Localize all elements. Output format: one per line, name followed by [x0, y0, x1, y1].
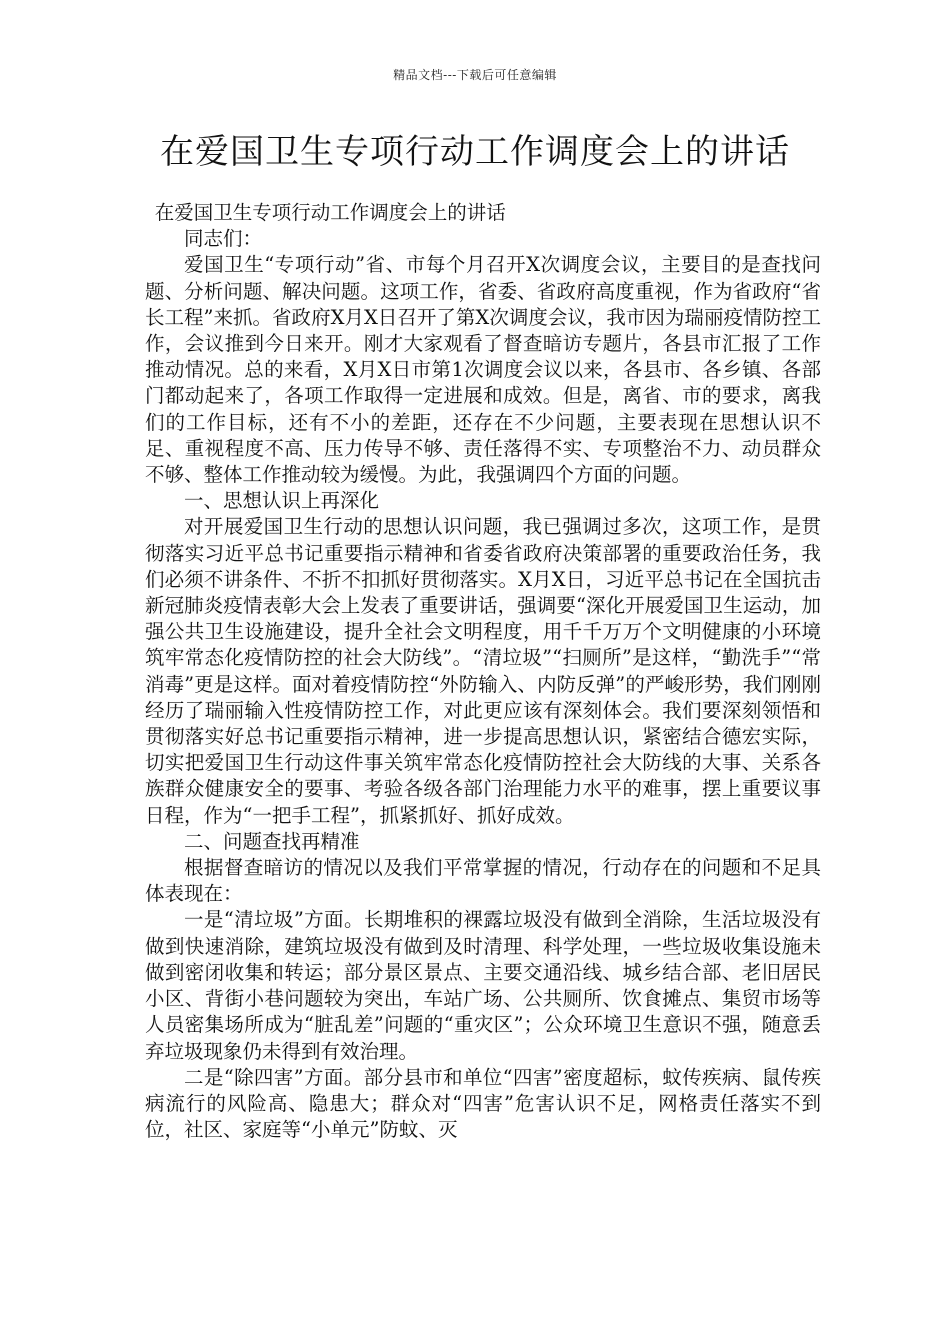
body-paragraph: 爱国卫生“专项行动”省、市每个月召开X次调度会议，主要目的是查找问题、分析问题、解决问题。这项工作，省委、省政府高度重视，作为省政府“省长工程”来抓。省政府X月X日召开了第X次调度会议，我市因为瑞丽疫情防控工作，会议推到今日来开。刚才大家观看了督查暗访专题片，各县市汇报了工作推动情况。总的来看，X月X日市第1次调度会议以来，各县市、各乡镇、各部门都动起来了，各项工作取得一定进展和成效。但是，离省、市的要求，离我们的工作目标，还有不小的差距，还存在不少问题，主要表现在思想认识不足、重视程度不高、压力传导不够、责任落得不实、专项整治不力、动员群众不够、整体工作推动较为缓慢。为此，我强调四个方面的问题。 — [145, 253, 821, 487]
body-paragraph: 二是“除四害”方面。部分县市和单位“四害”密度超标，蚊传疾病、鼠传疾病流行的风险高、隐患大；群众对“四害”危害认识不足，网格责任落实不到位，社区、家庭等“小单元”防蚊、灭 — [145, 1065, 821, 1142]
body-paragraph: 根据督查暗访的情况以及我们平常掌握的情况，行动存在的问题和不足具体表现在： — [145, 856, 821, 906]
salutation-paragraph: 同志们： — [184, 227, 263, 251]
section-heading: 一、思想认识上再深化 — [184, 489, 380, 513]
subtitle-paragraph: 在爱国卫生专项行动工作调度会上的讲话 — [154, 201, 506, 224]
header-note: 精品文档---下载后可任意编辑 — [393, 68, 557, 82]
page-title: 在爱国卫生专项行动工作调度会上的讲话 — [160, 132, 790, 172]
document-body — [145, 200, 821, 1143]
body-paragraph: 一是“清垃圾”方面。长期堆积的裸露垃圾没有做到全消除，生活垃圾没有做到快速消除，建筑垃圾没有做到及时清理、科学处理，一些垃圾收集设施未做到密闭收集和转运；部分景区景点、主要交通沿线、城乡结合部、老旧居民小区、背街小巷问题较为突出，车站广场、公共厕所、饮食摊点、集贸市场等人员密集场所成为“脏乱差”问题的“重灾区”；公众环境卫生意识不强，随意丢弃垃圾现象仍未得到有效治理。 — [145, 908, 821, 1063]
section-heading: 二、问题查找再精准 — [184, 829, 360, 853]
body-paragraph: 对开展爱国卫生行动的思想认识问题，我已强调过多次，这项工作，是贯彻落实习近平总书记重要指示精神和省委省政府决策部署的重要政治任务，我们必须不讲条件、不折不扣抓好贯彻落实。X月X日，习近平总书记在全国抗击新冠肺炎疫情表彰大会上发表了重要讲话，强调要“深化开展爱国卫生运动，加强公共卫生设施建设，提升全社会文明程度，用千千万万个文明健康的小环境筑牢常态化疫情防控的社会大防线”。“清垃圾”“扫厕所”是这样，“勤洗手”“常消毒”更是这样。面对着疫情防控“外防输入、内防反弹”的严峻形势，我们刚刚经历了瑞丽输入性疫情防控工作，对此更应该有深刻体会。我们要深刻领悟和贯彻落实好总书记重要指示精神，进一步提高思想认识，紧密结合德宏实际，切实把爱国卫生行动这件事关筑牢常态化疫情防控社会大防线的大事、关系各族群众健康安全的要事、考验各级各部门治理能力水平的难事，摆上重要议事日程，作为“一把手工程”，抓紧抓好、抓好成效。 — [145, 515, 821, 827]
